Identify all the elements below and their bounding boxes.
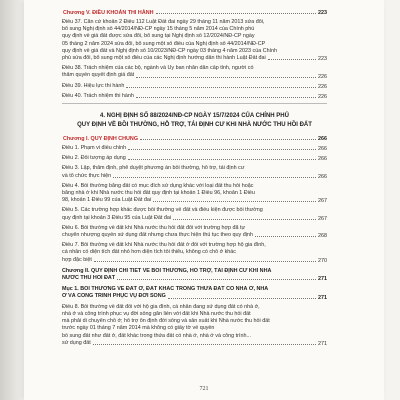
toc-entry-art40 <box>62 93 327 100</box>
art1-text: Điều 1. Phạm vi điều chỉnh <box>62 145 127 152</box>
art3-line-1: Điều 3. Lập, thẩm định, phê duyệt phương án bồi thường, hỗ trợ, tái định cư <box>62 165 245 172</box>
section-1-line-1: Mục 1. BỒI THƯỜNG VỀ ĐẤT Ở, ĐẤT KHÁC TRONG THỬA ĐẤT CÓ NHÀ Ở, NHÀ <box>62 286 269 293</box>
toc-entry-art2 <box>62 155 327 162</box>
art2-text: Điều 2. Đối tượng áp dụng <box>62 155 126 162</box>
chapter-1-title: Chương I. QUY ĐỊNH CHUNG <box>63 136 139 143</box>
art37-page: 223 <box>318 56 327 63</box>
art4-line-3: 98, khoản 1 Điều 99 của Luật Đất đai <box>62 197 152 204</box>
art2-page: 266 <box>318 156 327 163</box>
art8-line-5: bồ sung đất như đất ở, đất khác trong thửa đất có nhà ở, nhà ở và công trình... <box>62 332 251 339</box>
art1-page: 266 <box>318 146 327 153</box>
art4-line-2: bằng nhà ở khi Nhà nước thu hồi đất quy định tại khoản 1 Điều 96, khoản 1 Điều <box>62 190 255 197</box>
table-of-contents <box>62 8 327 350</box>
art5-line-1: Điều 5. Các trường hợp khác được bồi thường về đất và điều kiện được bồi thường <box>62 207 263 214</box>
chapter-2-line-1: Chương II. QUY ĐỊNH CHI TIẾT VỀ BỒI THƯỜNG, HỖ TRỢ, TÁI ĐỊNH CƯ KHI NHÀ <box>62 267 272 274</box>
book-gutter-shadow <box>0 0 26 400</box>
toc-entry-art5 <box>62 207 327 221</box>
art38-line-1: Điều 38. Trách nhiệm của các bộ, ngành và Ủy ban nhân dân cấp tỉnh, người có <box>62 65 254 72</box>
art8-page: 271 <box>318 340 327 347</box>
art7-line-3: hợp đặc biệt <box>62 256 92 263</box>
section-1-page: 271 <box>318 294 327 301</box>
book-page <box>24 0 384 400</box>
toc-entry-art39 <box>62 83 327 90</box>
art37-line-6: phủ sửa đổi, bổ sung một số điều của các Nghị định hướng dẫn thi hành Luật Đất đai <box>62 55 266 62</box>
art39-page: 226 <box>318 83 327 90</box>
art8-line-3: mà phải di chuyển chỗ ở; hỗ trợ ổn định đời sống và sản xuất khi Nhà nước thu hồi đất <box>62 318 270 325</box>
page-number: 721 <box>199 386 209 392</box>
art38-page: 226 <box>318 73 327 80</box>
art8-line-6: sử dụng đất <box>62 339 91 346</box>
toc-entry-art38 <box>62 65 327 79</box>
art7-line-2: cá nhân có diện tích đất nhỏ hơn diện tích tối thiểu, không có chỗ ở khác <box>62 249 236 256</box>
art40-text: Điều 40. Trách nhiệm thi hành <box>62 92 134 99</box>
art40-page: 226 <box>318 94 327 101</box>
chapter-1-page: 266 <box>318 136 327 143</box>
art4-page: 267 <box>318 198 327 205</box>
art6-page: 268 <box>318 233 327 240</box>
art37-line-5: quy định về giá đất và Nghị định số 10/2023/NĐ-CP ngày 03 tháng 4 năm 2023 của Chính <box>62 47 278 54</box>
decree-heading <box>62 112 327 130</box>
art8-line-4: trước ngày 01 tháng 7 năm 2014 mà không có giấy tờ về quyền <box>62 325 215 332</box>
chapter-2-line-2: NƯỚC THU HỒI ĐẤT <box>62 275 116 282</box>
toc-entry-art6 <box>62 225 327 239</box>
art8-line-2: nhà ở và công trình phục vụ đời sống gắn liền với đất khi Nhà nước thu hồi đất <box>62 310 251 317</box>
toc-entry-art3 <box>62 165 327 179</box>
toc-entry-art37 <box>62 19 327 62</box>
art7-line-1: Điều 7. Bồi thường về đất khi Nhà nước thu hồi đất ở đối với trường hợp hộ gia đình, <box>62 242 266 249</box>
section-1-line-2: Ở VÀ CÔNG TRÌNH PHỤC VỤ ĐỜI SỐNG <box>62 293 166 300</box>
chapter-2-heading <box>62 268 327 282</box>
art39-text: Điều 39. Hiệu lực thi hành <box>62 82 125 89</box>
art5-page: 267 <box>318 215 327 222</box>
art6-line-1: Điều 6. Bồi thường về đất khi Nhà nước thu hồi đất đối với trường hợp đã tự <box>62 224 246 231</box>
chapter-5-heading <box>62 10 327 16</box>
art37-line-4: 05 tháng 2 năm 2024 sửa đổi, bổ sung một số điều của Nghị định số 44/2014/NĐ-CP <box>62 40 266 47</box>
decree-heading-line-1: 4. NGHỊ ĐỊNH SỐ 88/2024/NĐ-CP NGÀY 15/7/2024 CỦA CHÍNH PHỦ <box>100 113 289 120</box>
art7-page: 270 <box>318 257 327 264</box>
art37-line-3: quy định về giá đất được sửa đổi, bổ sung tại Nghị định số 12/2024/NĐ-CP ngày <box>62 33 255 40</box>
art3-page: 266 <box>318 173 327 180</box>
art6-line-2: chuyển nhượng quyền sử dụng đất nhưng chưa thực hiện thủ tục theo quy định <box>62 232 253 239</box>
toc-entry-art4 <box>62 183 327 205</box>
toc-entry-art1 <box>62 145 327 152</box>
art37-line-1: Điều 37. Căn cứ khoản 2 Điều 112 Luật Đất đai ngày 29 tháng 11 năm 2013 sửa đổi, <box>62 19 265 25</box>
chapter-5-title: Chương V. ĐIỀU KHOẢN THI HÀNH <box>63 10 154 16</box>
art3-line-2: và tổ chức thực hiện <box>62 172 112 179</box>
chapter-2-page: 271 <box>318 276 327 283</box>
divider <box>62 103 327 104</box>
toc-entry-art8 <box>62 304 327 347</box>
art4-line-1: Điều 4. Bồi thường bằng đất có mục đích sử dụng khác với loại đất thu hồi hoặc <box>62 182 254 189</box>
decree-heading-line-2: QUY ĐỊNH VỀ BỒI THƯỜNG, HỖ TRỢ, TÁI ĐỊNH CƯ KHI NHÀ NƯỚC THU HỒI ĐẤT <box>77 122 312 129</box>
section-1-heading <box>62 286 327 300</box>
art38-line-2: thẩm quyền quyết định giá đất <box>62 72 135 79</box>
toc-entry-art7 <box>62 242 327 264</box>
art37-line-2: bổ sung Nghị định số 44/2014/NĐ-CP ngày 15 tháng 5 năm 2014 của Chính phủ <box>62 26 255 33</box>
art8-line-1: Điều 8. Bồi thường về đất đối với hộ gia đình, cá nhân đang sử dụng đất có nhà ở, <box>62 303 260 310</box>
chapter-5-page: 223 <box>318 10 327 16</box>
chapter-1-heading <box>62 136 327 142</box>
art5-line-2: quy định tại khoản 3 Điều 95 của Luật Đất đai <box>62 214 172 221</box>
